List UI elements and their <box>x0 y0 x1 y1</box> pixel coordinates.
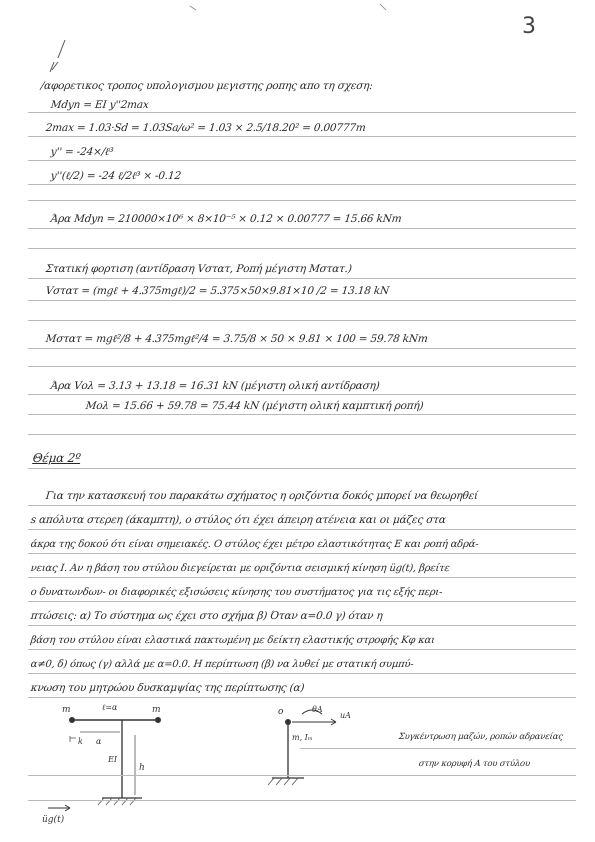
ruled-line <box>28 320 576 321</box>
ruled-line <box>28 184 576 185</box>
problem-line-2: s απόλυτα στερεη (άκαμπτη), ο στύλος ότι έχει άπειρη ατένεια και οι μάζες στα <box>30 514 447 526</box>
ruled-line <box>28 248 576 249</box>
problem-line-7: βάση του στύλου είναι ελαστικά πακτωμένη με δείκτη ελαστικής στροφής Kφ και <box>30 635 436 646</box>
problem-2-title: Θέμα 2º <box>32 451 82 465</box>
structure-sketch <box>40 700 360 825</box>
ruled-line <box>28 278 576 279</box>
label-m2: m, Iₘ <box>292 733 313 742</box>
label-l-eq: ℓ=α <box>102 703 118 712</box>
spring-mark <box>70 736 76 742</box>
formula-ydd: y'' = -24×/ℓ³ <box>50 146 114 158</box>
mass-dot-right <box>155 717 161 723</box>
m-static: Mστατ = mgℓ²/8 + 4.375mgℓ²/4 = 3.75/8 × 50 × 9.81 × 100 = 59.78 kNm <box>45 333 429 345</box>
label-m-right: m <box>152 705 161 715</box>
label-h: h <box>139 763 145 773</box>
problem-line-4: νειας I. Αν η βάση του στύλου διεγείρεται με οριζόντια σεισμική κίνηση üg(t), βρείτε <box>30 563 451 574</box>
ruled-line <box>28 577 576 578</box>
static-loading-title: Στατική φορτιση (αντίδραση Vστατ, Ροπή μέγιστη Mστατ.) <box>45 263 353 275</box>
label-m2-o: o <box>278 707 284 717</box>
page-number: 3 <box>522 14 536 39</box>
label-ua: uA <box>340 711 351 720</box>
mass-dot-top <box>285 719 291 725</box>
formula-zmax: 2max = 1.03·Sd = 1.03Sa/ω² = 1.03 × 2.5/18.20² = 0.00777m <box>45 122 367 134</box>
ruled-line <box>28 649 576 650</box>
ruled-line <box>28 394 576 395</box>
ruled-line <box>28 673 576 674</box>
slash-mark <box>50 40 65 72</box>
problem-line-8: α≠0, δ) όπως (γ) αλλά με α=0.0. Η περίπτωση (β) να λυθεί με στατική συμπύ- <box>30 659 415 670</box>
figure-note-line-2: στην κορυφή A του στύλου <box>418 759 531 769</box>
ruled-line <box>28 112 576 113</box>
label-a: α <box>96 737 102 746</box>
corner-mark <box>190 4 386 10</box>
ruled-line <box>28 300 576 301</box>
mass-dot-left <box>69 717 75 723</box>
ruled-line <box>28 529 576 530</box>
ruled-line <box>28 434 576 435</box>
formula-ydd-half: y''(ℓ/2) = -24 ℓ/2ℓ³ × -0.12 <box>50 170 182 182</box>
ruled-line <box>28 228 576 229</box>
ruled-line <box>300 748 576 749</box>
v-static: Vστατ = (mgℓ + 4.375mgℓ)/2 = 5.375×50×9.81×10 /2 = 13.18 kN <box>45 285 390 297</box>
problem-line-6: πτώσεις: α) Το σύστημα ως έχει στο σχήμα β) Όταν α=0.0 γ) όταν η <box>30 610 384 622</box>
base-hatch-2 <box>268 778 298 785</box>
intro-line: /αφορετικος τροπος υπολογισμου μεγιστης ροπης απο τη σχεση: <box>40 80 374 92</box>
problem-line-1: Για την κατασκευή του παρακάτω σχήματος η οριζόντια δοκός μπορεί να θεωρηθεί <box>45 490 479 502</box>
label-ei: EI <box>108 755 117 764</box>
ruled-line <box>28 414 576 415</box>
ruled-line <box>28 136 576 137</box>
problem-line-3: άκρα της δοκού ότι είναι σημειακές. Ο στύλος έχει μέτρο ελαστικότητας E και ροπή αδρά- <box>30 539 480 550</box>
label-m-left: m <box>62 705 71 715</box>
label-theta: θA <box>312 705 323 714</box>
problem-line-9: κνωση του μητρώου δυσκαμψίας της περίπτωσης (α) <box>30 682 305 694</box>
ruled-line <box>28 601 576 602</box>
ruled-line <box>28 800 576 801</box>
ruled-line <box>28 697 576 698</box>
figure-note-line-1: Συγκέντρωση μαζών, ροπών αδρανείας <box>398 732 564 742</box>
ruled-line <box>28 625 576 626</box>
ruled-line <box>28 505 576 506</box>
ruled-line <box>28 200 576 201</box>
m-total: Mολ = 15.66 + 59.78 = 75.44 kN (μέγιστη ολική καμπτική ροπή) <box>85 400 425 412</box>
label-k: k <box>78 737 83 746</box>
ruled-line <box>28 160 576 161</box>
v-total: Άρα Vολ = 3.13 + 13.18 = 16.31 kN (μέγιστη ολική αντίδραση) <box>50 380 381 392</box>
label-ground-motion: üg(t) <box>42 815 65 825</box>
ruled-line <box>28 775 576 776</box>
ruled-line <box>28 366 576 367</box>
problem-line-5: ο δυνατωνδων- οι διαφορικές εξισώσεις κίνησης του συστήματος για τις εξής περι- <box>30 587 443 598</box>
mdyn-result: Άρα Mdyn = 210000×10⁶ × 8×10⁻⁵ × 0.12 × 0.00777 = 15.66 kNm <box>50 213 403 225</box>
formula-mdyn: Mdyn = EI y''2max <box>50 99 150 111</box>
ruled-line <box>28 553 576 554</box>
ruled-line <box>28 468 576 469</box>
ruled-line <box>28 348 576 349</box>
